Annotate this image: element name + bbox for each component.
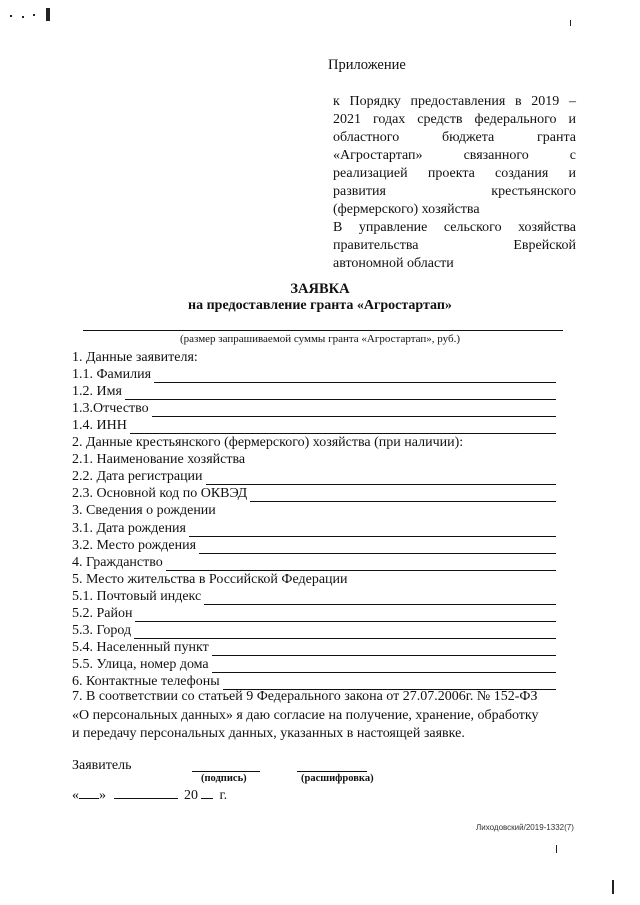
annex-line xyxy=(333,111,576,129)
annex-line xyxy=(333,129,576,147)
field-input-line[interactable] xyxy=(152,403,556,417)
scan-mark xyxy=(22,16,24,18)
annex-word: – xyxy=(569,94,576,109)
form-field-row xyxy=(72,519,556,537)
field-label: 6. Контактные телефоны xyxy=(72,673,220,689)
date-year-field[interactable] xyxy=(201,788,213,799)
annex-word: правительства xyxy=(333,238,419,253)
consent-line: «О персональных данных» я даю согласие на получение, хранение, обработку xyxy=(72,707,539,723)
field-input-line[interactable] xyxy=(250,488,556,502)
scan-mark xyxy=(10,15,12,17)
field-input-line[interactable] xyxy=(125,386,556,400)
annex-line xyxy=(333,255,576,273)
annex-word: проекта xyxy=(427,166,475,181)
annex-word: хозяйства xyxy=(518,220,576,235)
applicant-label: Заявитель xyxy=(72,758,132,773)
field-input-line[interactable] xyxy=(204,591,556,605)
scan-mark xyxy=(612,880,614,894)
field-label: 5.3. Город xyxy=(72,622,132,638)
form-field-row xyxy=(72,536,556,554)
signature-caption: (подпись) xyxy=(201,773,247,784)
scan-mark xyxy=(46,8,50,21)
field-input-line[interactable] xyxy=(189,523,556,537)
form-field-row xyxy=(72,501,216,519)
field-input-line[interactable] xyxy=(206,471,556,485)
annex-word: федерального xyxy=(474,112,557,127)
form-field-row xyxy=(72,365,556,383)
annex-word: с xyxy=(569,148,576,163)
annex-word: крестьянского xyxy=(491,184,576,199)
grant-amount-caption: (размер запрашиваемой суммы гранта «Агростартап», руб.) xyxy=(179,333,461,345)
form-field-row xyxy=(72,416,556,434)
annex-line xyxy=(333,219,576,237)
field-label: 3. Сведения о рождении xyxy=(72,503,216,519)
form-field-row xyxy=(72,484,556,502)
form-field-row xyxy=(72,570,348,588)
date-row xyxy=(72,788,227,804)
annex-word: бюджета xyxy=(442,130,495,145)
form-field-row xyxy=(72,638,556,656)
scan-mark xyxy=(33,14,35,16)
annex-word: предоставления xyxy=(410,94,506,109)
form-field-row xyxy=(72,399,556,417)
form-field-row xyxy=(72,621,556,639)
annex-word: автономной области xyxy=(333,256,454,271)
field-label: 1. Данные заявителя: xyxy=(72,350,198,365)
field-label: 1.3.Отчество xyxy=(72,401,149,417)
form-field-row xyxy=(72,587,556,605)
field-label: 4. Гражданство xyxy=(72,554,163,570)
annex-body xyxy=(333,93,576,273)
field-label: 5. Место жительства в Российской Федерации xyxy=(72,571,348,587)
annex-word: развития xyxy=(333,184,386,199)
scan-mark xyxy=(556,845,557,853)
annex-word: 2019 xyxy=(531,94,560,109)
annex-word: Еврейской xyxy=(513,238,576,253)
date-close-quote: » xyxy=(99,788,106,803)
form-title: ЗАЯВКА xyxy=(290,281,350,297)
annex-word: «Агростартап» xyxy=(333,148,423,163)
field-label: 5.5. Улица, номер дома xyxy=(72,656,209,672)
form-field-row xyxy=(72,382,556,400)
field-label: 1.2. Имя xyxy=(72,384,122,400)
date-day-field[interactable] xyxy=(79,788,99,799)
form-field-row xyxy=(72,604,556,622)
form-field-row xyxy=(72,348,198,366)
field-input-line[interactable] xyxy=(166,557,556,571)
form-subtitle: на предоставление гранта «Агростартап» xyxy=(188,298,452,313)
consent-line: и передачу персональных данных, указанных в настоящей заявке. xyxy=(72,726,465,741)
annex-word: гранта xyxy=(537,130,576,145)
annex-word: управление xyxy=(358,220,428,235)
decoding-caption: (расшифровка) xyxy=(301,773,374,784)
field-label: 5.4. Населенный пункт xyxy=(72,639,209,655)
annex-line xyxy=(333,93,576,111)
annex-word: к xyxy=(333,94,340,109)
field-label: 5.2. Район xyxy=(72,605,133,621)
annex-line xyxy=(333,147,576,165)
signature-field[interactable] xyxy=(192,771,260,772)
annex-word: сельского xyxy=(443,220,502,235)
field-label: 3.1. Дата рождения xyxy=(72,520,186,536)
date-month-field[interactable] xyxy=(114,788,178,799)
field-label: 2.1. Наименование хозяйства xyxy=(72,452,246,468)
form-field-row xyxy=(72,467,556,485)
field-label: 2. Данные крестьянского (фермерского) хозяйства (при наличии): xyxy=(72,435,464,451)
decoding-field[interactable] xyxy=(297,771,367,772)
field-input-line[interactable] xyxy=(212,659,556,673)
annex-line xyxy=(333,183,576,201)
annex-line xyxy=(333,165,576,183)
annex-title: Приложение xyxy=(328,57,406,73)
form-field-row xyxy=(72,433,463,451)
annex-line xyxy=(333,237,576,255)
field-label: 2.2. Дата регистрации xyxy=(72,469,203,485)
annex-line xyxy=(333,201,576,219)
annex-word: 2021 xyxy=(333,112,361,127)
consent-line: 7. В соответствии со статьей 9 Федерального закона от 27.07.2006г. № 152-ФЗ xyxy=(72,689,538,704)
annex-word: средств xyxy=(417,112,463,127)
consent-paragraph xyxy=(72,688,582,744)
grant-amount-field[interactable] xyxy=(83,330,563,331)
field-input-line[interactable] xyxy=(154,369,556,383)
field-label: 1.4. ИНН xyxy=(72,418,127,434)
form-field-row xyxy=(72,553,556,571)
annex-word: годах xyxy=(372,112,406,127)
annex-word: (фермерского) хозяйства xyxy=(333,202,480,217)
document-reference: Лиходовский/2019-1332(7) xyxy=(476,823,574,832)
field-label: 5.1. Почтовый индекс xyxy=(72,588,202,604)
field-input-line[interactable] xyxy=(134,625,556,639)
date-year-prefix: 20 xyxy=(184,788,198,803)
annex-word: и xyxy=(568,112,576,127)
field-label: 3.2. Место рождения xyxy=(72,537,197,553)
form-field-row xyxy=(72,450,245,468)
date-open-quote: « xyxy=(72,788,79,803)
field-label: 1.1. Фамилия xyxy=(72,367,152,383)
field-input-line[interactable] xyxy=(212,642,556,656)
form-field-row xyxy=(72,655,556,673)
date-year-suffix: г. xyxy=(219,788,228,803)
scan-mark xyxy=(570,20,571,26)
annex-word: связанного xyxy=(463,148,529,163)
annex-word: в xyxy=(514,94,522,109)
annex-word: Порядку xyxy=(349,94,401,109)
field-input-line[interactable] xyxy=(135,608,556,622)
field-input-line[interactable] xyxy=(199,540,556,554)
annex-word: областного xyxy=(333,130,400,145)
annex-word: создания xyxy=(495,166,549,181)
field-input-line[interactable] xyxy=(130,420,556,434)
annex-word: и xyxy=(568,166,576,181)
field-label: 2.3. Основной код по ОКВЭД xyxy=(72,486,248,502)
annex-word: реализацией xyxy=(333,166,408,181)
annex-word: В xyxy=(333,220,343,235)
